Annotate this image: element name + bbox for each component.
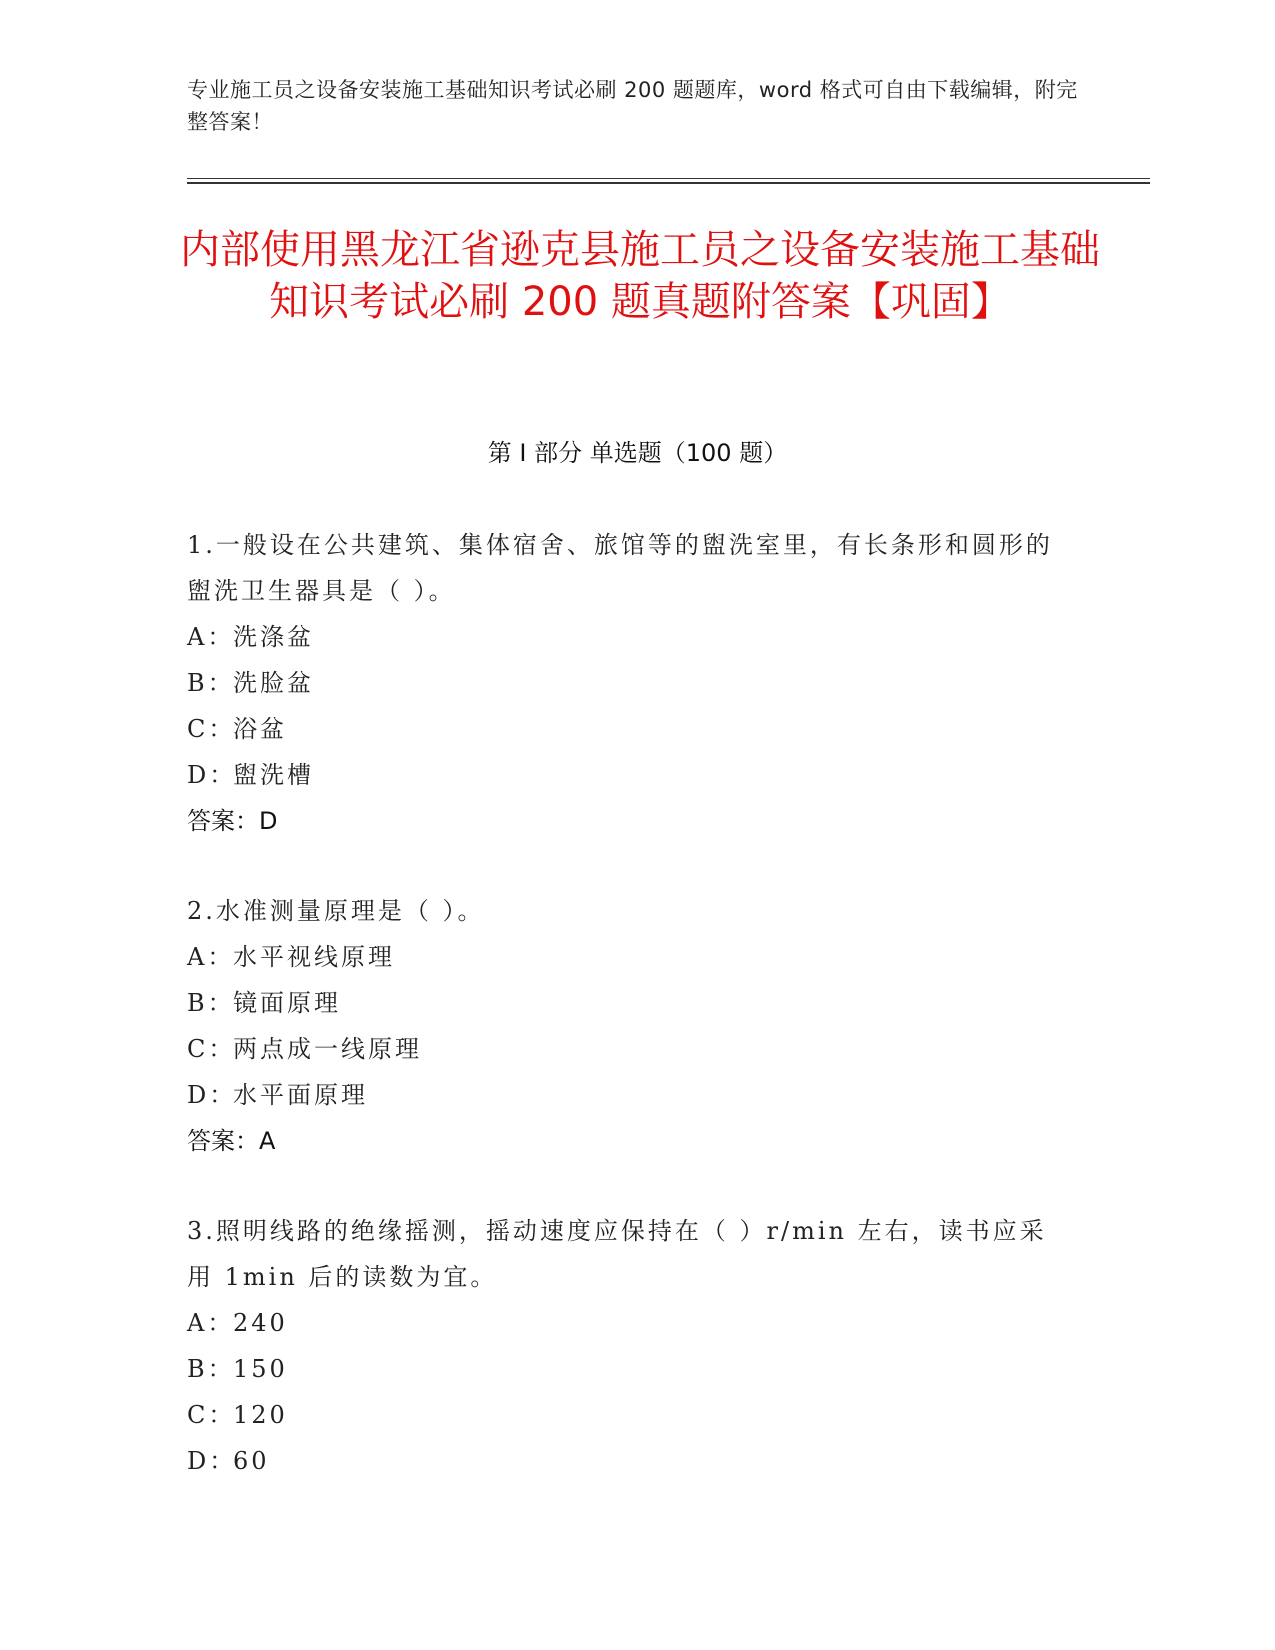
question-3 <box>187 1208 1067 1484</box>
option-c <box>187 1392 1067 1438</box>
answer-line: 答案：A <box>187 1127 276 1155</box>
section-heading: 第 I 部分 单选题（100 题） <box>487 439 788 467</box>
option-value: 水平面原理 <box>233 1081 368 1109</box>
option-key: C： <box>187 1401 236 1429</box>
header-divider-thick <box>187 182 1150 184</box>
option-c <box>187 1026 1067 1072</box>
option-key: A： <box>187 943 235 971</box>
answer-line: 答案：D <box>187 807 278 835</box>
question-2 <box>187 888 1067 1164</box>
option-key: B： <box>187 989 235 1017</box>
option-key: D： <box>187 761 237 789</box>
option-key: A： <box>187 623 235 651</box>
option-value: 洗脸盆 <box>233 669 314 697</box>
option-a <box>187 614 1067 660</box>
option-key: C： <box>187 715 236 743</box>
option-key: A： <box>187 1309 235 1337</box>
question-text: 2.水准测量原理是（ ）。 <box>187 897 485 925</box>
option-key: B： <box>187 669 235 697</box>
option-b <box>187 980 1067 1026</box>
option-value: 浴盆 <box>233 715 287 743</box>
option-key: D： <box>187 1447 237 1475</box>
option-key: C： <box>187 1035 236 1063</box>
option-d <box>187 1438 1067 1484</box>
option-d <box>187 752 1067 798</box>
option-value: 60 <box>233 1447 270 1475</box>
question-list <box>187 522 1067 1528</box>
question-1 <box>187 522 1067 844</box>
option-value: 240 <box>233 1309 288 1337</box>
option-value: 120 <box>233 1401 288 1429</box>
option-value: 镜面原理 <box>233 989 341 1017</box>
option-a <box>187 934 1067 980</box>
question-text: 1.一般设在公共建筑、集体宿舍、旅馆等的盥洗室里，有长条形和圆形的盥洗卫生器具是（ ）。 <box>187 531 1053 605</box>
option-key: D： <box>187 1081 237 1109</box>
option-a <box>187 1300 1067 1346</box>
option-value: 洗涤盆 <box>233 623 314 651</box>
option-d <box>187 1072 1067 1118</box>
question-text: 3.照明线路的绝缘摇测，摇动速度应保持在（ ）r/min 左右，读书应采用 1min 后的读数为宜。 <box>187 1217 1047 1291</box>
option-value: 盥洗槽 <box>233 761 314 789</box>
header-divider-thin <box>187 178 1150 179</box>
option-key: B： <box>187 1355 235 1383</box>
option-b <box>187 660 1067 706</box>
option-c <box>187 706 1067 752</box>
option-value: 水平视线原理 <box>233 943 395 971</box>
option-b <box>187 1346 1067 1392</box>
document-title: 内部使用黑龙江省逊克县施工员之设备安装施工基础知识考试必刷 200 题真题附答案【巩固】 <box>180 227 1100 325</box>
header-note: 专业施工员之设备安装施工基础知识考试必刷 200 题题库，word 格式可自由下载编辑，附完整答案！ <box>187 78 1078 134</box>
option-value: 两点成一线原理 <box>233 1035 422 1063</box>
option-value: 150 <box>233 1355 288 1383</box>
